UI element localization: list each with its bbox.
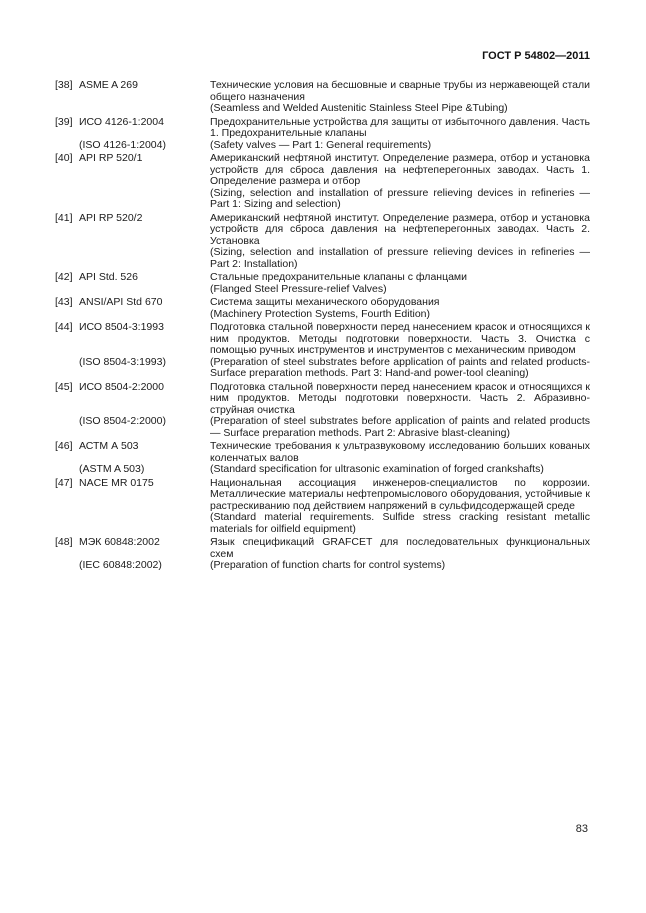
reference-text: Американский нефтяной институт. Определение размера, отбор и установка устройств для сброса давления на нефтеперегонных заводах. Часть 2. Установка [210,211,590,247]
reference-row [55,80,590,103]
reference-code: (ISO 8504-3:1993) [79,355,166,368]
reference-entry [55,441,590,476]
reference-entry [55,213,590,271]
reference-row [55,560,590,572]
reference-code: API Std. 526 [79,271,138,283]
reference-number: [46] [55,440,73,452]
reference-row [55,272,590,284]
reference-entry [55,322,590,380]
reference-number: [38] [55,79,73,91]
reference-row [55,188,590,211]
reference-code: ИСО 8504-3:1993 [79,321,164,333]
reference-text: (Sizing, selection and installation of pressure relieving devices in refineries — Part 1: Sizing and selection) [210,186,590,210]
reference-text: (Standard specification for ultrasonic examination of forged crankshafts) [210,463,544,475]
reference-row [55,322,590,357]
reference-code: (ISO 4126-1:2004) [79,138,166,151]
reference-entry [55,297,590,320]
reference-number: [41] [55,211,73,224]
reference-row [55,140,590,152]
reference-text: (Machinery Protection Systems, Fourth Edition) [210,307,430,320]
reference-row [55,309,590,321]
reference-text: (Preparation of steel substrates before application of paints and related products — Surface preparation methods. Part 2: Abrasive blast-cleaning) [210,415,590,439]
reference-code: ИСО 8504-2:2000 [79,380,164,393]
reference-row [55,357,590,380]
reference-code: NACE MR 0175 [79,476,154,489]
reference-entry [55,272,590,295]
reference-text: Подготовка стальной поверхности перед нанесением красок и относящихся к ним продуктов. Методы подготовки поверхности. Часть 2. Абразивно-струйная очистка [210,380,590,416]
reference-text: Язык спецификаций GRAFCET для последовательных функциональных схем [210,536,590,560]
reference-text: Американский нефтяной институт. Определение размера, отбор и установка устройств для сброса давления на нефтеперегонных заводах. Часть 1. Определение размера и отбор [210,152,590,187]
reference-text: Национальная ассоциация инженеров-специалистов по коррозии. Металлические материалы нефтепромыслового оборудования, устойчивые к растрескиванию под действием напряжений в сульфидсодержащей среде [210,476,590,512]
reference-text: (Sizing, selection and installation of pressure relieving devices in refineries — Part 2: Installation) [210,246,590,270]
reference-row [55,478,590,513]
reference-entry [55,153,590,211]
reference-number: [47] [55,476,73,489]
reference-code: (IEC 60848:2002) [79,559,162,571]
reference-row [55,297,590,309]
reference-code: ANSI/API Std 670 [79,296,163,308]
reference-code: (ASTM A 503) [79,463,145,475]
reference-row [55,512,590,535]
reference-row [55,464,590,476]
reference-code: ASME A 269 [79,79,138,91]
reference-text: Подготовка стальной поверхности перед нанесением красок и относящихся к ним продуктов. Методы подготовки поверхности. Часть 3. Очистка с помощью ручных инструментов и инструментов с механическим приводом [210,321,590,356]
document-header: ГОСТ Р 54802—2011 [482,50,590,62]
reference-row [55,153,590,188]
reference-text: Предохранительные устройства для защиты от избыточного давления. Часть 1. Предохранительные клапаны [210,115,590,139]
reference-code: (ISO 8504-2:2000) [79,415,166,427]
reference-row [55,103,590,115]
reference-number: [45] [55,380,73,393]
reference-code: АСТМ А 503 [79,440,139,452]
reference-code: API RP 520/2 [79,211,143,224]
reference-text: (Flanged Steel Pressure-relief Valves) [210,282,387,295]
reference-entry [55,382,590,440]
reference-number: [43] [55,296,73,308]
reference-row [55,382,590,417]
reference-text: (Safety valves — Part 1: General requirements) [210,138,432,151]
reference-row [55,213,590,248]
reference-text: (Seamless and Welded Austenitic Stainless Steel Pipe &Tubing) [210,102,508,114]
reference-number: [48] [55,536,73,548]
reference-number: [44] [55,321,73,333]
reference-code: ИСО 4126-1:2004 [79,115,164,128]
reference-row [55,117,590,140]
page-number: 83 [575,823,588,835]
reference-entry [55,537,590,572]
reference-text: Технические требования к ультразвуковому исследованию больших кованых коленчатых валов [210,440,590,464]
reference-text: (Preparation of steel substrates before application of paints and related products-Surface preparation methods. Part 3: Hand-and power-tool cleaning) [210,355,590,379]
reference-entry [55,80,590,115]
reference-entry [55,117,590,152]
reference-row [55,284,590,296]
reference-number: [40] [55,152,73,164]
reference-entry [55,478,590,536]
reference-code: API RP 520/1 [79,152,143,164]
reference-text: Стальные предохранительные клапаны с фланцами [210,271,468,283]
reference-text: (Preparation of function charts for control systems) [210,559,446,571]
reference-row [55,441,590,464]
references-list [55,80,590,574]
reference-text: Технические условия на бесшовные и сварные трубы из нержавеющей стали общего назначения [210,79,590,103]
reference-number: [42] [55,271,73,283]
reference-row [55,247,590,270]
reference-text: (Standard material requirements. Sulfide stress cracking resistant metallic materials for oilfield equipment) [210,511,590,535]
reference-text: Система защиты механического оборудования [210,296,440,308]
reference-row [55,537,590,560]
reference-row [55,416,590,439]
reference-code: МЭК 60848:2002 [79,536,160,548]
reference-number: [39] [55,115,73,128]
